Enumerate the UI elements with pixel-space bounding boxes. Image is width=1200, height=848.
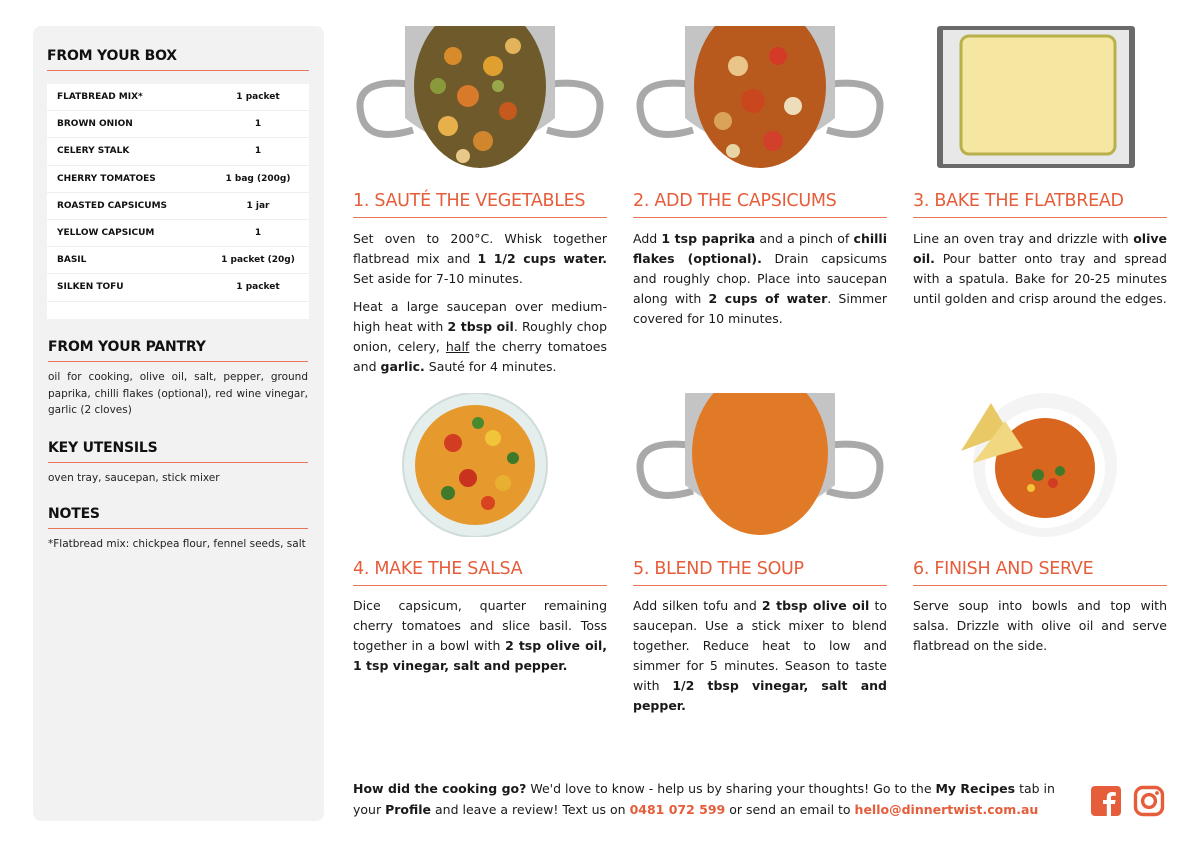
ingredient-row xyxy=(47,166,309,193)
instagram-icon[interactable] xyxy=(1133,785,1165,817)
notes-heading: NOTES xyxy=(48,506,308,529)
ingredient-name: ROASTED CAPSICUMS xyxy=(57,200,168,211)
ingredient-name: YELLOW CAPSICUM xyxy=(57,228,155,239)
ingredient-name: BROWN ONION xyxy=(57,119,133,130)
ingredient-name: SILKEN TOFU xyxy=(57,282,124,293)
utensils-heading: KEY UTENSILS xyxy=(48,440,308,463)
step-5-paragraph: Add silken tofu and 2 tbsp olive oil to saucepan. Use a stick mixer to blend together. Reduce heat to low and simmer for 5 minutes. Season to taste with 1/2 tbsp vinegar, salt and pepper. xyxy=(633,598,887,713)
blend-soup-image xyxy=(633,393,887,537)
ingredient-qty: 1 packet (20g) xyxy=(221,255,295,266)
ingredient-name: CELERY STALK xyxy=(57,146,130,157)
step-4-body xyxy=(353,596,607,684)
ingredient-qty: 1 bag (200g) xyxy=(225,173,291,184)
step-3-title: 3. BAKE THE FLATBREAD xyxy=(913,191,1167,218)
step-4-title: 4. MAKE THE SALSA xyxy=(353,559,607,586)
ingredient-qty: 1 packet xyxy=(236,282,280,293)
finish-serve-image xyxy=(913,393,1167,537)
ingredient-name: CHERRY TOMATOES xyxy=(57,173,156,184)
add-capsicums-image xyxy=(633,26,887,170)
ingredient-row xyxy=(47,193,309,220)
step-1-paragraph: Heat a large saucepan over medium-high heat with 2 tbsp oil. Roughly chop onion, celery, half the cherry tomatoes and garlic. Sauté for 4 minutes. xyxy=(353,299,607,374)
step-6-paragraph: Serve soup into bowls and top with salsa. Drizzle with olive oil and serve flatbread on the side. xyxy=(913,598,1167,653)
ingredient-qty: 1 xyxy=(254,228,262,239)
step-6-body xyxy=(913,596,1167,664)
ingredient-qty: 1 packet xyxy=(236,92,280,103)
step-5-title: 5. BLEND THE SOUP xyxy=(633,559,887,586)
step-6-title: 6. FINISH AND SERVE xyxy=(913,559,1167,586)
ingredient-row xyxy=(47,84,309,111)
step-2-paragraph: Add 1 tsp paprika and a pinch of chilli flakes (optional). Drain capsicums and roughly chop. Place into saucepan along with 2 cups of water. Simmer covered for 10 minutes. xyxy=(633,231,888,326)
email-link[interactable]: hello@dinnertwist.com.au xyxy=(854,802,1039,817)
step-4-paragraph: Dice capsicum, quarter remaining cherry tomatoes and slice basil. Toss together in a bowl with 2 tsp olive oil, 1 tsp vinegar, salt and pepper. xyxy=(353,598,607,673)
pantry-heading: FROM YOUR PANTRY xyxy=(48,339,308,362)
footer-question: How did the cooking go? xyxy=(353,781,527,796)
ingredient-row xyxy=(47,274,309,301)
ingredient-qty: 1 xyxy=(254,119,262,130)
ingredient-table xyxy=(47,84,309,319)
step-1-title: 1. SAUTÉ THE VEGETABLES xyxy=(353,191,607,218)
ingredient-name: BASIL xyxy=(57,255,87,266)
my-recipes-link[interactable]: My Recipes xyxy=(935,781,1016,796)
step-5-body xyxy=(633,596,887,724)
ingredient-row xyxy=(47,247,309,274)
ingredient-qty: 1 jar xyxy=(246,200,270,211)
step-2-body xyxy=(633,229,887,337)
ingredient-row xyxy=(47,220,309,247)
facebook-icon[interactable] xyxy=(1090,785,1122,817)
step-1-paragraph: Set oven to 200°C. Whisk together flatbread mix and 1 1/2 cups water. Set aside for 7-10 minutes. xyxy=(353,231,607,286)
feedback-footer: How did the cooking go? We'd love to know - help us by sharing your thoughts! Go to the My Recipes tab in your Profile and leave a review! Text us on 0481 072 599 or send an email to hello@dinnertwist.com.au xyxy=(353,781,1055,817)
make-salsa-image xyxy=(353,393,607,537)
ingredient-name: FLATBREAD MIX* xyxy=(57,92,143,103)
step-3-body xyxy=(913,229,1167,317)
bake-flatbread-image xyxy=(913,26,1167,170)
notes-text: *Flatbread mix: chickpea flour, fennel seeds, salt xyxy=(48,538,306,550)
ingredient-qty: 1 xyxy=(254,146,262,157)
utensils-text: oven tray, saucepan, stick mixer xyxy=(48,472,220,484)
profile-link[interactable]: Profile xyxy=(385,802,432,817)
saute-vegetables-image xyxy=(353,26,607,170)
step-2-title: 2. ADD THE CAPSICUMS xyxy=(633,191,887,218)
phone-link[interactable]: 0481 072 599 xyxy=(629,802,726,817)
pantry-text: oil for cooking, olive oil, salt, pepper, ground paprika, chilli flakes (optional), red wine vinegar, garlic (2 cloves) xyxy=(48,371,308,416)
step-1-body xyxy=(353,229,607,385)
ingredient-row xyxy=(47,138,309,165)
box-heading: FROM YOUR BOX xyxy=(47,48,309,71)
step-3-paragraph: Line an oven tray and drizzle with olive oil. Pour batter onto tray and spread with a spatula. Bake for 20-25 minutes until golden and crisp around the edges. xyxy=(913,231,1167,306)
sidebar xyxy=(33,26,324,821)
ingredient-row xyxy=(47,111,309,138)
